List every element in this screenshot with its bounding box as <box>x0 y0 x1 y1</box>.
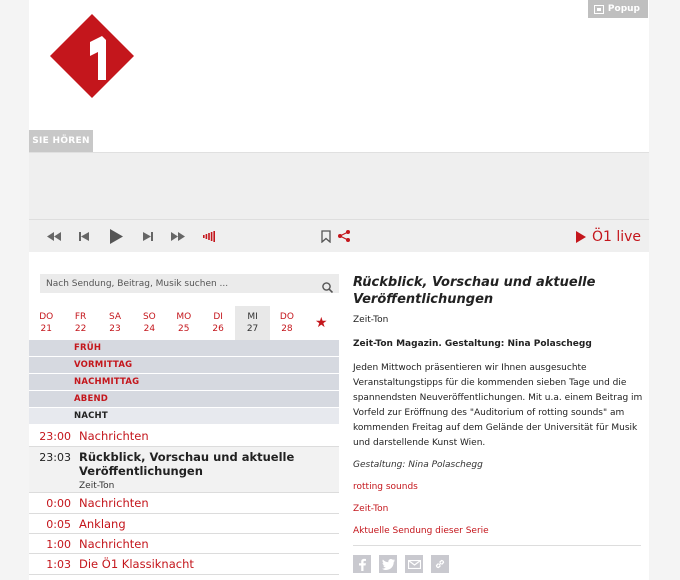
day-tab[interactable]: DO 21 <box>39 312 54 334</box>
play-icon[interactable] <box>107 227 125 245</box>
day-tab[interactable]: DI 26 <box>212 312 224 334</box>
player-divider <box>29 219 649 220</box>
detail-credit: Gestaltung: Nina Polaschegg <box>353 460 483 470</box>
detail-series: Zeit-Ton <box>353 315 389 325</box>
program-name: Anklang <box>79 517 126 531</box>
program-time: 1:00 <box>46 538 71 551</box>
program-series: Zeit-Ton <box>79 481 115 491</box>
program-time: 23:03 <box>39 451 71 464</box>
oe1-logo[interactable] <box>50 14 134 98</box>
favorites-star-icon[interactable]: ★ <box>315 315 328 331</box>
program-detail <box>353 274 643 536</box>
program-row[interactable] <box>29 534 339 554</box>
program-row[interactable] <box>29 554 339 575</box>
popup-button[interactable] <box>588 0 648 18</box>
link-icon[interactable] <box>431 555 449 573</box>
skip-forward-icon[interactable] <box>141 227 155 245</box>
program-time: 1:03 <box>46 558 71 571</box>
search-input[interactable] <box>46 279 316 289</box>
mail-icon[interactable] <box>405 555 423 573</box>
section-abend[interactable]: ABEND <box>29 391 339 408</box>
audio-player <box>29 152 649 252</box>
facebook-icon[interactable] <box>353 555 371 573</box>
day-tab[interactable]: MO 25 <box>176 312 192 334</box>
detail-description: Jeden Mittwoch präsentieren wir Ihnen ausgesuchte Veranstaltungstipps für die kommenden sieben Tage und die spannendsten Neuveröffentlichungen. Mit u.a. einem Beitrag im Vorfeld zur Eröffnung des "Auditorium of rotting sounds" am kommenden Freitag auf dem Gelände der Universität für Musik und darstellende Kunst Wien. <box>353 363 643 448</box>
program-time: 0:00 <box>46 497 71 510</box>
search-icon[interactable] <box>322 278 333 297</box>
detail-magazine: Zeit-Ton Magazin. Gestaltung: Nina Polaschegg <box>353 339 592 349</box>
share-icon[interactable] <box>337 227 351 245</box>
day-tab[interactable]: SA 23 <box>108 312 121 334</box>
rewind-icon[interactable] <box>45 227 63 245</box>
fast-forward-icon[interactable] <box>169 227 187 245</box>
tab-sie-hoeren[interactable] <box>29 130 93 152</box>
twitter-icon[interactable] <box>379 555 397 573</box>
program-name: Nachrichten <box>79 537 149 551</box>
link-current-episode[interactable]: Aktuelle Sendung dieser Serie <box>353 526 489 536</box>
link-zeit-ton[interactable]: Zeit-Ton <box>353 504 389 514</box>
day-selector <box>29 306 339 340</box>
link-rotting-sounds[interactable]: rotting sounds <box>353 482 418 492</box>
program-name: Nachrichten <box>79 429 149 443</box>
program-row[interactable] <box>29 514 339 534</box>
day-tab[interactable]: FR 22 <box>74 312 87 334</box>
detail-title: Rückblick, Vorschau und aktuelle Veröffentlichungen <box>353 275 596 307</box>
search-bar <box>40 274 339 293</box>
program-row-selected[interactable] <box>29 447 339 493</box>
program-name: Die Ö1 Klassiknacht <box>79 557 194 571</box>
day-tab[interactable]: SO 24 <box>142 312 156 334</box>
program-time: 0:05 <box>46 518 71 531</box>
day-tab-selected[interactable]: MI 27 <box>235 306 269 340</box>
skip-back-icon[interactable] <box>77 227 91 245</box>
popup-icon <box>594 5 604 14</box>
volume-icon[interactable] <box>201 227 217 245</box>
section-nachmittag[interactable]: NACHMITTAG <box>29 374 339 391</box>
program-name: Nachrichten <box>79 496 149 510</box>
day-tab[interactable]: DO 28 <box>279 312 294 334</box>
share-bar <box>353 545 641 573</box>
program-name: Rückblick, Vorschau und aktuelle Veröffentlichungen Zeit-Ton <box>71 447 321 492</box>
popup-label: Popup <box>607 4 640 14</box>
program-row[interactable] <box>29 426 339 447</box>
section-nacht[interactable]: NACHT <box>29 408 339 425</box>
live-play-icon <box>576 231 586 243</box>
tab-bar <box>29 130 649 152</box>
live-button[interactable] <box>576 227 641 247</box>
live-label: Ö1 live <box>591 229 641 245</box>
section-frueh[interactable]: FRÜH <box>29 340 339 357</box>
program-time: 23:00 <box>39 430 71 443</box>
program-row[interactable] <box>29 493 339 514</box>
tab-label: SIE HÖREN <box>32 136 90 146</box>
section-vormittag[interactable]: VORMITTAG <box>29 357 339 374</box>
bookmark-icon[interactable] <box>319 227 333 245</box>
